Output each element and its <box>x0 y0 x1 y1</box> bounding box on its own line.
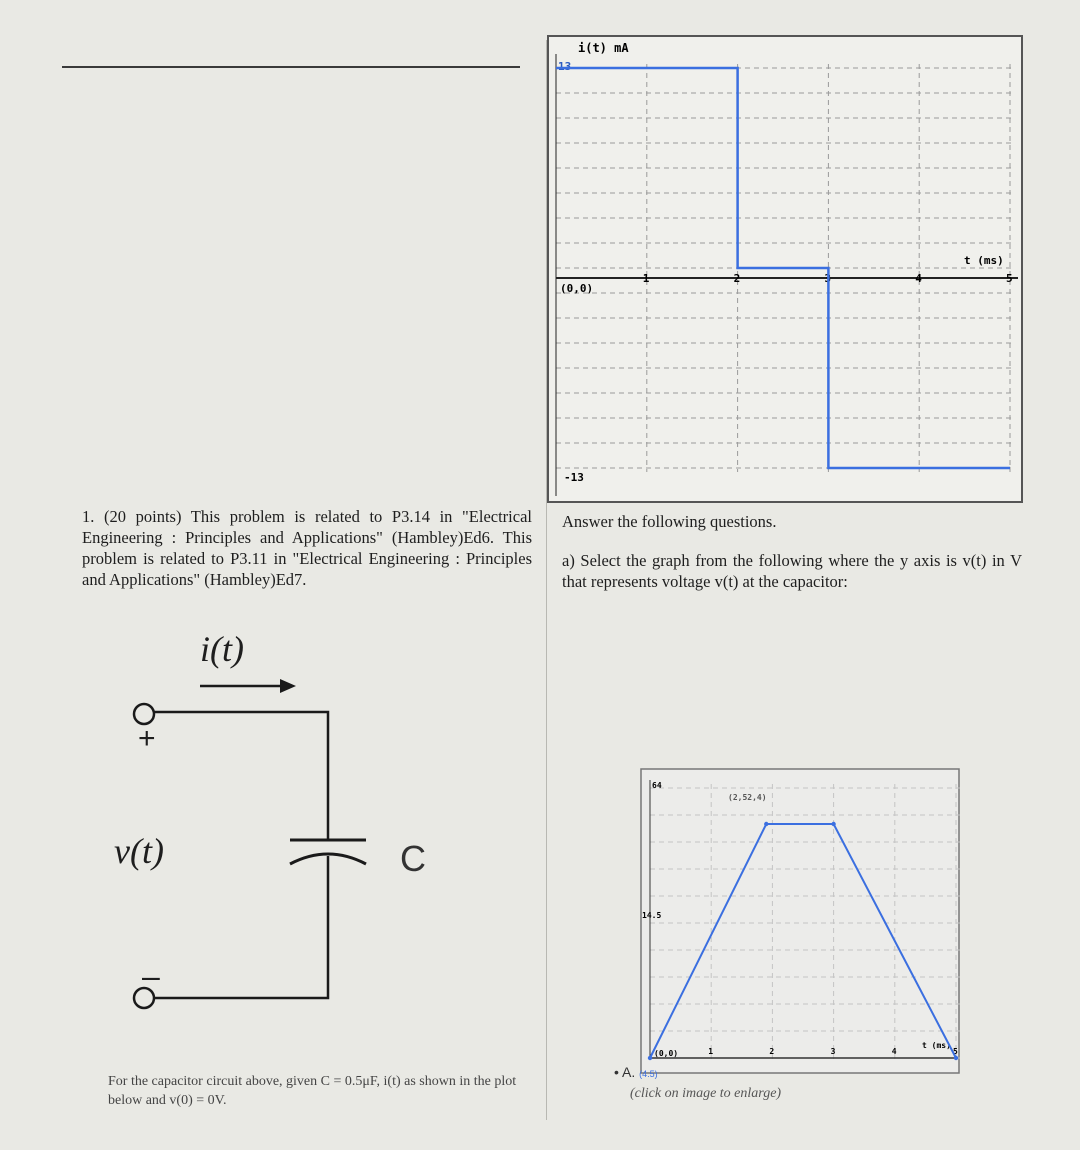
capacitor-label: C <box>400 838 426 879</box>
click-to-enlarge-link[interactable]: (click on image to enlarge) <box>630 1086 782 1101</box>
x-axis-label: t (ms) <box>964 254 1004 267</box>
x-tick-label: 1 <box>708 1047 714 1056</box>
minus-sign: – <box>142 958 160 994</box>
origin-label: (0,0) <box>560 282 594 295</box>
top-terminal <box>134 704 154 724</box>
part-a-question: a) Select the graph from the following where the y axis is v(t) in V that represents voltage v(t) at the capacitor: <box>562 551 1022 591</box>
question-text: 1. (20 points) This problem is related to P3.14 in "Electrical Engineering : Principles and Applications" (Hambley)Ed6. This problem is related to P3.11 in "Electrical Engineering : Principles and Applications" (Hambley)Ed7. <box>82 507 532 589</box>
option-a-tiny-label: (4.5) <box>639 1069 658 1079</box>
option-a-label: A. <box>622 1064 636 1080</box>
x-axis-label: t (ms) <box>922 1041 951 1050</box>
answer-heading: Answer the following questions. <box>562 512 777 531</box>
x-tick-label: 1 <box>642 272 650 285</box>
voltage-label: v(t) <box>114 831 164 871</box>
data-point <box>831 822 835 826</box>
current-chart[interactable] <box>546 34 1024 506</box>
x-tick-label: 4 <box>891 1047 897 1056</box>
x-tick-label: 3 <box>824 272 832 285</box>
x-tick-label: 3 <box>830 1047 836 1056</box>
x-tick-label: 5 <box>953 1047 958 1056</box>
x-tick-label: 4 <box>915 272 922 285</box>
problem-given-text: For the capacitor circuit above, given C = 0.5μF, i(t) as shown in the plot below and v(0) = 0V. <box>108 1074 517 1108</box>
top-wire <box>154 712 328 840</box>
option-bullet: • <box>614 1064 619 1080</box>
x-tick-label: 5 <box>1006 272 1013 285</box>
plus-sign: + <box>138 722 156 755</box>
data-point <box>764 822 768 826</box>
x-tick-label: 2 <box>733 272 741 285</box>
y-mid-tick: 14.5 <box>642 911 662 920</box>
y-max-tick: 13 <box>558 60 572 73</box>
top-rule <box>62 66 520 68</box>
current-arrow <box>200 679 296 693</box>
option-a-chart[interactable] <box>640 768 960 1074</box>
y-axis-label: i(t) mA <box>578 41 629 55</box>
y-min-tick: -13 <box>564 471 584 484</box>
data-point <box>648 1056 652 1060</box>
x-tick-label: 2 <box>769 1047 775 1056</box>
peak-label: (2,52,4) <box>728 793 767 802</box>
data-point <box>954 1056 958 1060</box>
y-max-tick: 64 <box>652 781 662 790</box>
current-label: i(t) <box>200 629 244 669</box>
origin-label: (0,0) <box>654 1049 679 1058</box>
bottom-wire <box>154 856 328 998</box>
option-a[interactable] <box>614 1064 658 1080</box>
